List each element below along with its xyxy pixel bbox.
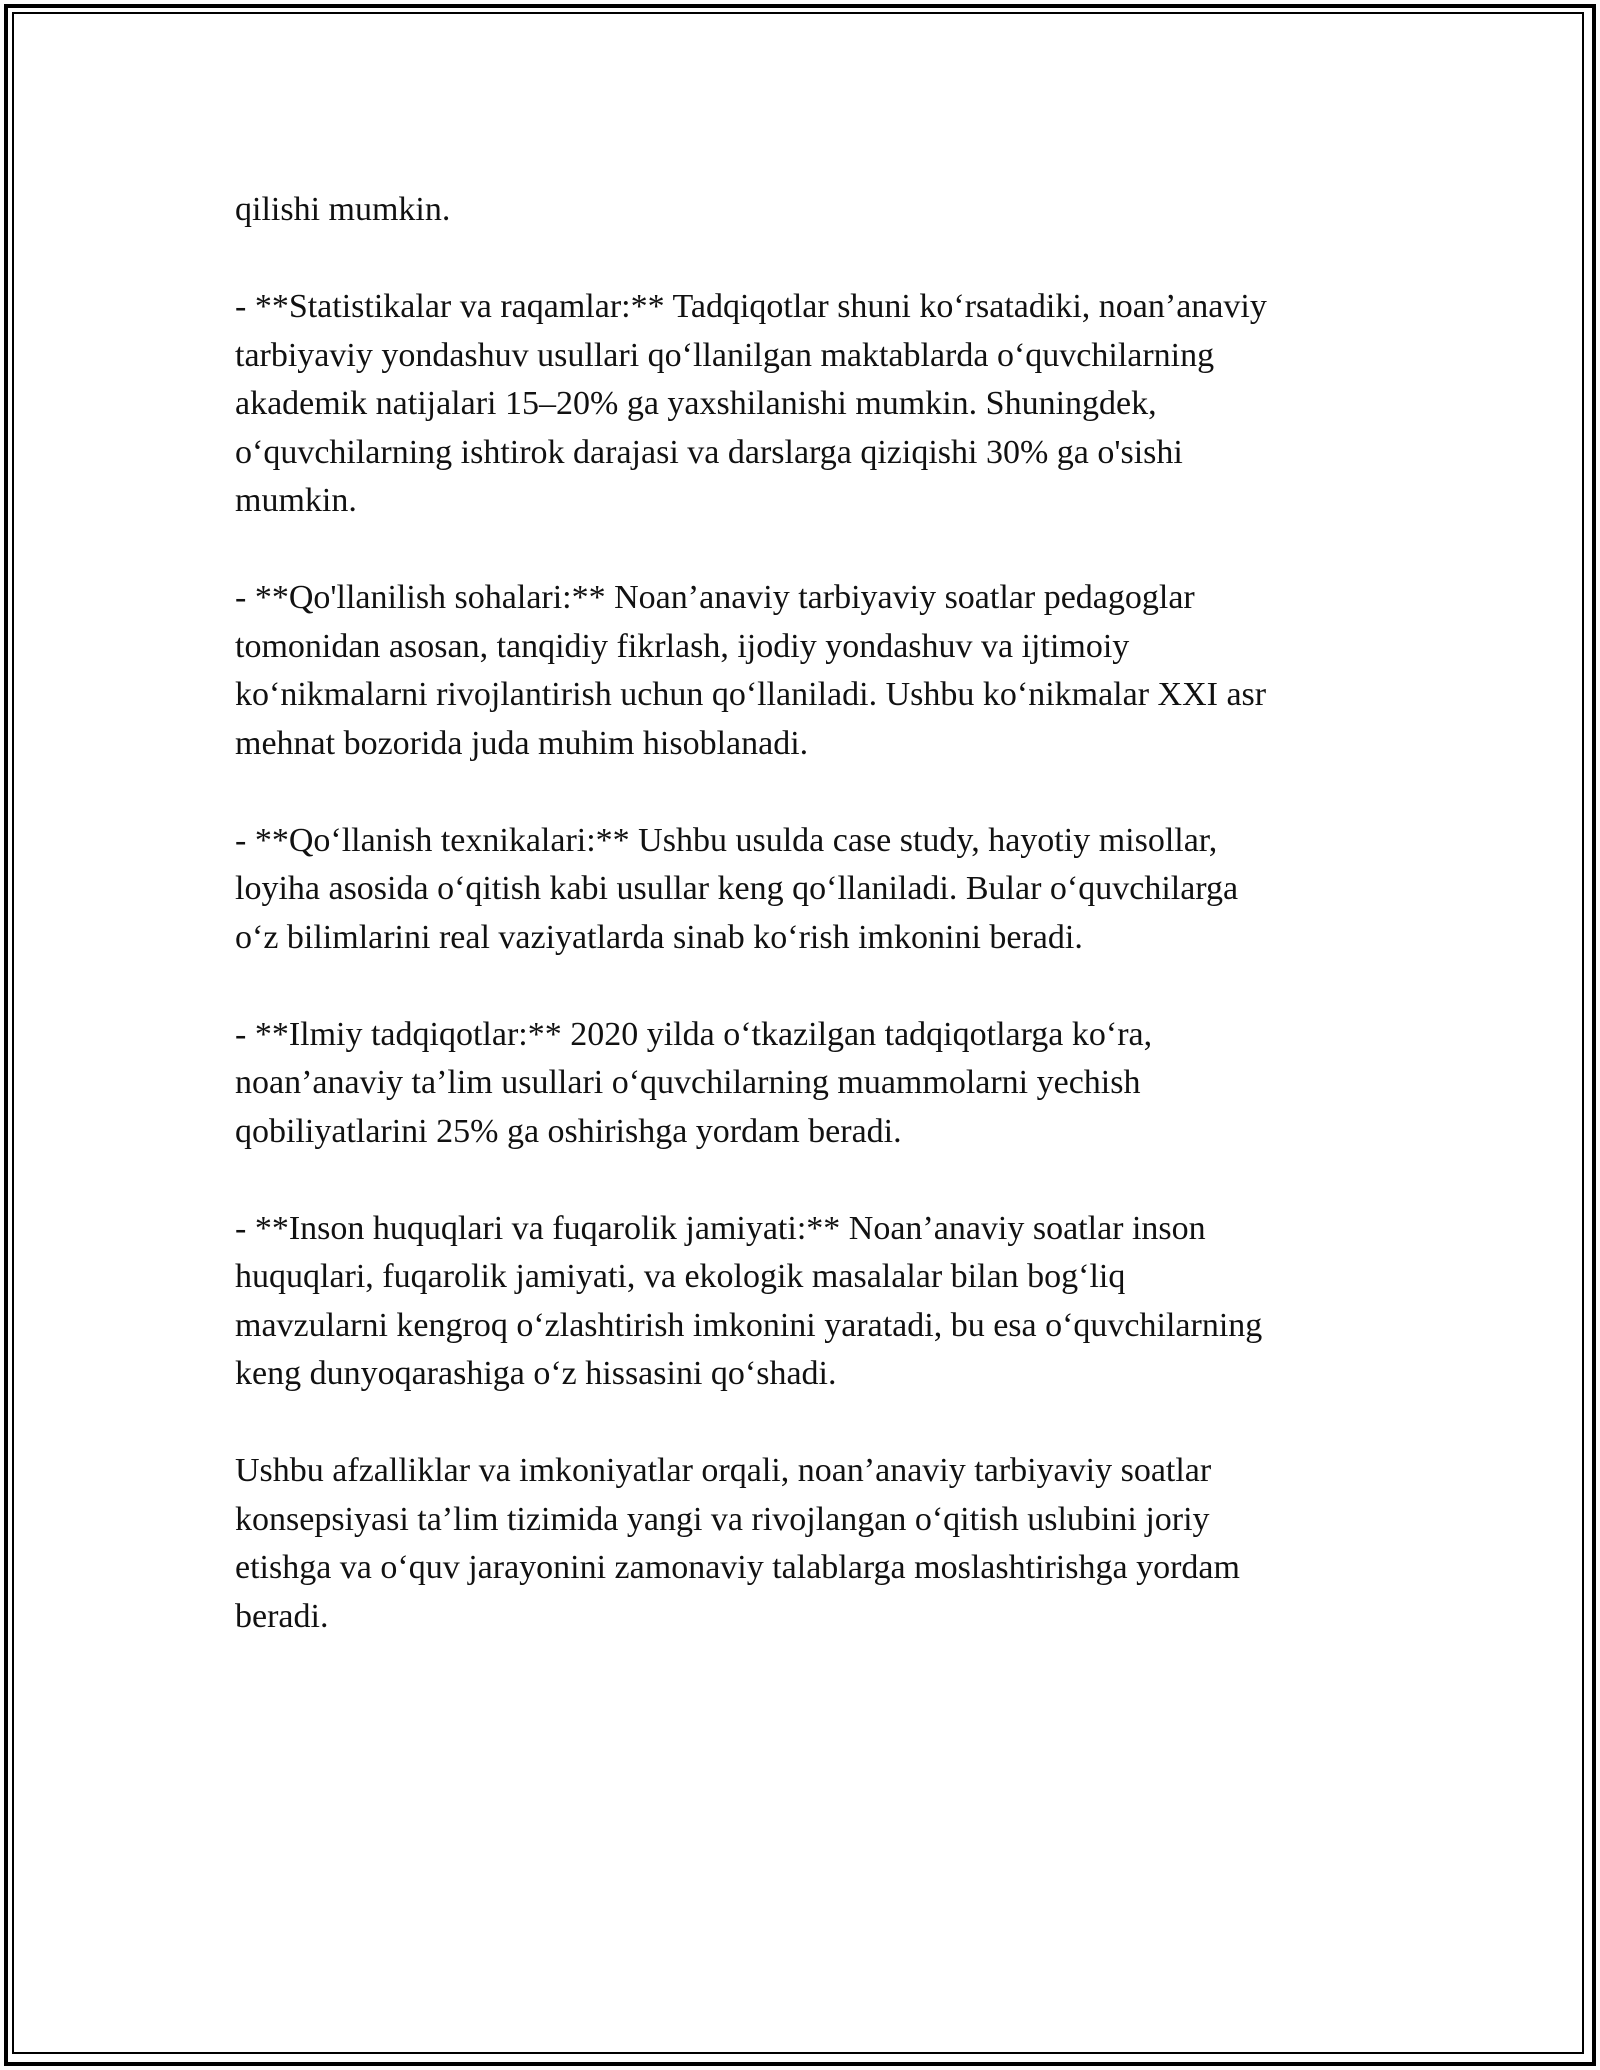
paragraph-research: - **Ilmiy tadqiqotlar:** 2020 yilda o‘tkazilgan tadqiqotlarga ko‘ra, noan’anaviy ta’lim usullari o‘quvchilarning muammolarni yechish qobiliyatlarini 25% ga oshirishga yordam beradi.	[235, 1015, 1153, 1150]
paragraph-conclusion: Ushbu afzalliklar va imkoniyatlar orqali, noan’anaviy tarbiyaviy soatlar konsepsiyasi ta’lim tizimida yangi va rivojlangan o‘qitish uslubini joriy etishga va o‘quv jarayonini zamonaviy talablarga moslashtirishga yordam beradi.	[235, 1452, 1240, 1635]
document-body	[235, 186, 1370, 1690]
paragraph-application-areas: - **Qo'llanilish sohalari:** Noan’anaviy tarbiyaviy soatlar pedagoglar tomonidan asosan, tanqidiy fikrlash, ijodiy yondashuv va ijtimoiy ko‘nikmalarni rivojlantirish uchun qo‘llaniladi. Ushbu ko‘nikmalar XXI asr mehnat bozorida juda muhim hisoblanadi.	[235, 579, 1267, 762]
paragraph-techniques: - **Qo‘llanish texnikalari:** Ushbu usulda case study, hayotiy misollar, loyiha asosida o‘qitish kabi usullar keng qo‘llaniladi. Bular o‘quvchilarga o‘z bilimlarini real vaziyatlarda sinab ko‘rish imkonini beradi.	[235, 821, 1239, 956]
paragraph-human-rights: - **Inson huquqlari va fuqarolik jamiyati:** Noan’anaviy soatlar inson huquqlari, fuqarolik jamiyati, va ekologik masalalar bilan bog‘liq mavzularni kengroq o‘zlashtirish imkonini yaratadi, bu esa o‘quvchilarning keng dunyoqarashiga o‘z hissasini qo‘shadi.	[235, 1209, 1263, 1392]
paragraph-statistics: - **Statistikalar va raqamlar:** Tadqiqotlar shuni ko‘rsatadiki, noan’anaviy tarbiyaviy yondashuv usullari qo‘llanilgan maktablarda o‘quvchilarning akademik natijalari 15–20% ga yaxshilanishi mumkin. Shuningdek, o‘quvchilarning ishtirok darajasi va darslarga qiziqishi 30% ga o'sishi mumkin.	[235, 288, 1267, 519]
paragraph-continuation: qilishi mumkin.	[235, 191, 451, 228]
